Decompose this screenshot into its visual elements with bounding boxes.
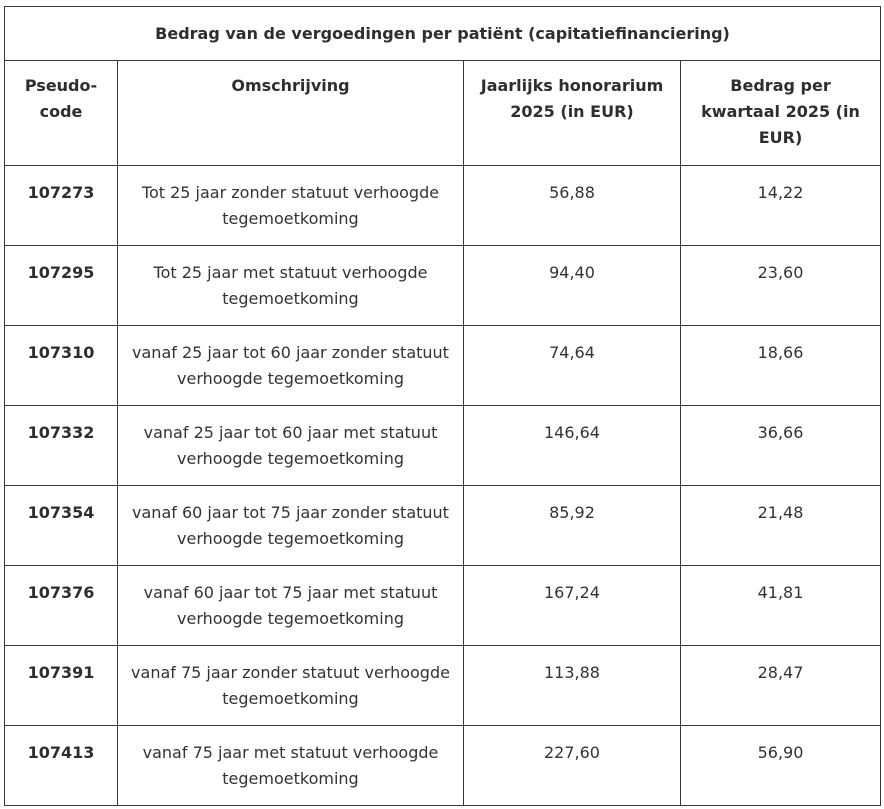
pseudo-code-cell: 107332: [5, 406, 118, 486]
quarterly-amount-cell: 56,90: [681, 726, 881, 806]
annual-fee-cell: 94,40: [464, 246, 681, 326]
description-cell: vanaf 60 jaar tot 75 jaar zonder statuut verhoogde tegemoetkoming: [118, 486, 464, 566]
table-row: [5, 166, 881, 246]
description-cell: vanaf 75 jaar met statuut verhoogde tegemoetkoming: [118, 726, 464, 806]
header-description: Omschrijving: [118, 61, 464, 166]
table-row: [5, 486, 881, 566]
quarterly-amount-cell: 23,60: [681, 246, 881, 326]
pseudo-code-cell: 107391: [5, 646, 118, 726]
header-pseudo-code: Pseudo-code: [5, 61, 118, 166]
quarterly-amount-cell: 28,47: [681, 646, 881, 726]
quarterly-amount-cell: 21,48: [681, 486, 881, 566]
pseudo-code-cell: 107310: [5, 326, 118, 406]
table-row: [5, 406, 881, 486]
description-cell: vanaf 25 jaar tot 60 jaar met statuut verhoogde tegemoetkoming: [118, 406, 464, 486]
pseudo-code-cell: 107354: [5, 486, 118, 566]
table-row: [5, 726, 881, 806]
table-caption: Bedrag van de vergoedingen per patiënt (capitatiefinanciering): [5, 7, 881, 61]
table-row: [5, 246, 881, 326]
quarterly-amount-cell: 18,66: [681, 326, 881, 406]
reimbursement-table: [4, 6, 881, 806]
description-cell: Tot 25 jaar zonder statuut verhoogde tegemoetkoming: [118, 166, 464, 246]
annual-fee-cell: 146,64: [464, 406, 681, 486]
annual-fee-cell: 167,24: [464, 566, 681, 646]
description-cell: vanaf 75 jaar zonder statuut verhoogde tegemoetkoming: [118, 646, 464, 726]
annual-fee-cell: 56,88: [464, 166, 681, 246]
table-row: [5, 326, 881, 406]
table-row: [5, 566, 881, 646]
pseudo-code-cell: 107273: [5, 166, 118, 246]
annual-fee-cell: 227,60: [464, 726, 681, 806]
annual-fee-cell: 113,88: [464, 646, 681, 726]
quarterly-amount-cell: 14,22: [681, 166, 881, 246]
header-annual-fee: Jaarlijks honorarium 2025 (in EUR): [464, 61, 681, 166]
description-cell: vanaf 60 jaar tot 75 jaar met statuut verhoogde tegemoetkoming: [118, 566, 464, 646]
description-cell: vanaf 25 jaar tot 60 jaar zonder statuut verhoogde tegemoetkoming: [118, 326, 464, 406]
quarterly-amount-cell: 36,66: [681, 406, 881, 486]
annual-fee-cell: 85,92: [464, 486, 681, 566]
table-row: [5, 646, 881, 726]
pseudo-code-cell: 107413: [5, 726, 118, 806]
header-quarterly-amount: Bedrag per kwartaal 2025 (in EUR): [681, 61, 881, 166]
annual-fee-cell: 74,64: [464, 326, 681, 406]
quarterly-amount-cell: 41,81: [681, 566, 881, 646]
description-cell: Tot 25 jaar met statuut verhoogde tegemoetkoming: [118, 246, 464, 326]
header-row: [5, 61, 881, 166]
pseudo-code-cell: 107295: [5, 246, 118, 326]
pseudo-code-cell: 107376: [5, 566, 118, 646]
